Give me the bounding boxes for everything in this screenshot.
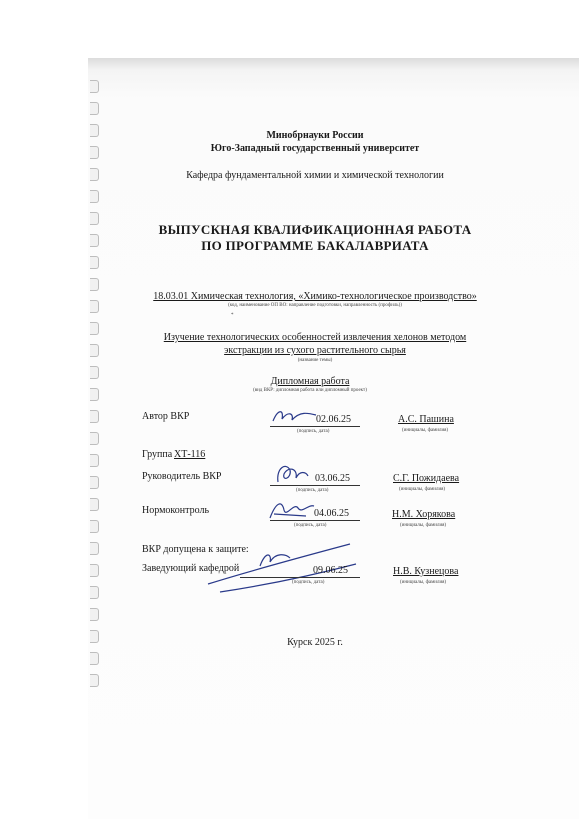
head-name: Н.В. Кузнецова xyxy=(393,566,459,577)
work-type-caption: (вид ВКР: дипломная работа или дипломный проект) xyxy=(253,388,367,393)
normcontrol-date: 04.06.25 xyxy=(314,508,349,519)
author-signature-line xyxy=(270,426,360,427)
document-title-line1: ВЫПУСКНАЯ КВАЛИФИКАЦИОННАЯ РАБОТА xyxy=(158,222,472,237)
supervisor-date-caption: (подпись, дата) xyxy=(296,488,329,493)
supervisor-role: Руководитель ВКР xyxy=(142,471,222,482)
binder-hole xyxy=(90,630,99,643)
head-signature-line xyxy=(240,577,360,578)
binder-hole xyxy=(90,652,99,665)
binder-hole xyxy=(90,124,99,137)
author-signature xyxy=(270,405,320,427)
author-name-caption: (инициалы, фамилия) xyxy=(402,428,449,433)
author-date: 02.06.25 xyxy=(316,414,351,425)
head-date-caption: (подпись, дата) xyxy=(292,580,325,585)
head-date: 09.06.25 xyxy=(313,565,348,576)
supervisor-date: 03.06.25 xyxy=(315,473,350,484)
normcontrol-name-caption: (инициалы, фамилия) xyxy=(400,523,447,528)
binder-hole xyxy=(90,212,99,225)
topic-line1: Изучение технологических особенностей извлечения хелонов методом xyxy=(163,332,467,343)
group-label: Группа xyxy=(142,449,173,460)
binder-hole xyxy=(90,146,99,159)
binder-hole xyxy=(90,542,99,555)
binder-hole xyxy=(90,256,99,269)
author-date-caption: (подпись, дата) xyxy=(297,429,330,434)
binder-hole xyxy=(90,322,99,335)
normcontrol-date-caption: (подпись, дата) xyxy=(294,523,327,528)
author-name: А.С. Пашина xyxy=(398,414,454,425)
binder-hole xyxy=(90,498,99,511)
program-text: 18.03.01 Химическая технология, «Химико-технологическое производство» xyxy=(153,291,477,302)
author-role: Автор ВКР xyxy=(142,411,190,422)
binder-hole xyxy=(90,168,99,181)
binder-hole xyxy=(90,454,99,467)
ministry-line: Минобрнауки России xyxy=(266,130,364,141)
work-type: Дипломная работа xyxy=(270,376,350,387)
binder-hole xyxy=(90,366,99,379)
place-year: Курск 2025 г. xyxy=(287,637,343,648)
binder-hole xyxy=(90,608,99,621)
topic-line2: экстракции из сухого растительного сырья xyxy=(224,345,406,356)
admitted-text: ВКР допущена к защите: xyxy=(142,544,249,555)
university-line: Юго-Западный государственный университет xyxy=(210,143,420,154)
binder-hole xyxy=(90,564,99,577)
binder-holes xyxy=(88,80,104,700)
normcontrol-role: Нормоконтроль xyxy=(142,505,210,516)
binder-hole xyxy=(90,80,99,93)
normcontrol-signature-line xyxy=(270,520,360,521)
supervisor-name-caption: (инициалы, фамилия) xyxy=(399,487,446,492)
department-line: Кафедра фундаментальной химии и химической технологии xyxy=(186,170,444,181)
topic-caption: (название темы) xyxy=(297,358,333,363)
binder-hole xyxy=(90,190,99,203)
binder-hole xyxy=(90,476,99,489)
binder-hole xyxy=(90,388,99,401)
program-mark: * xyxy=(231,313,234,318)
binder-hole xyxy=(90,300,99,313)
binder-hole xyxy=(90,344,99,357)
binder-hole xyxy=(90,520,99,533)
normcontrol-name: Н.М. Хорякова xyxy=(392,509,456,520)
program-caption: (код, наименование ОП ВО: направление подготовки, направленность (профиль)) xyxy=(228,303,402,308)
binder-hole xyxy=(90,586,99,599)
head-role: Заведующий кафедрой xyxy=(142,563,240,574)
supervisor-signature xyxy=(272,460,312,488)
binder-hole xyxy=(90,674,99,687)
supervisor-signature-line xyxy=(270,485,360,486)
group-value: ХТ-116 xyxy=(174,449,206,460)
document-title-line2: ПО ПРОГРАММЕ БАКАЛАВРИАТА xyxy=(201,238,429,253)
binder-hole xyxy=(90,102,99,115)
binder-hole xyxy=(90,432,99,445)
supervisor-name: С.Г. Пожидаева xyxy=(393,473,460,484)
binder-hole xyxy=(90,278,99,291)
head-name-caption: (инициалы, фамилия) xyxy=(400,580,447,585)
binder-hole xyxy=(90,410,99,423)
binder-hole xyxy=(90,234,99,247)
